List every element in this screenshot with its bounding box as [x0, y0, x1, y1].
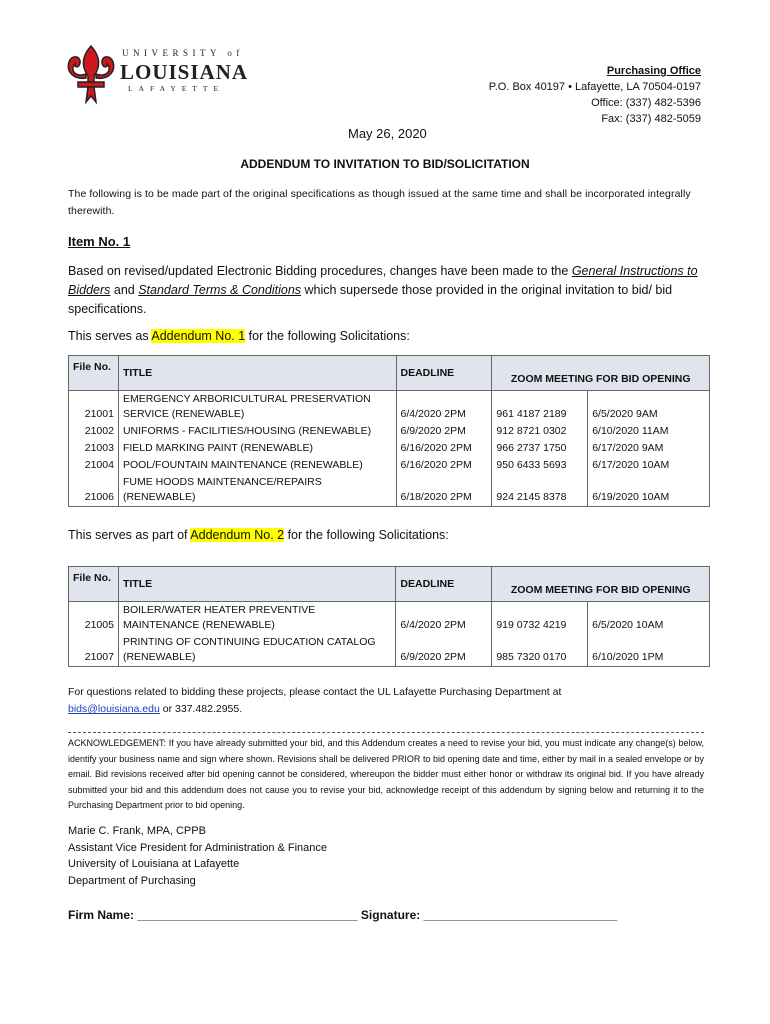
paragraph-text: Based on revised/updated Electronic Bidding procedures, changes have been made to the [68, 264, 572, 278]
header-deadline: DEADLINE [396, 356, 492, 391]
header-title: TITLE [118, 567, 395, 602]
addendum-1-intro [68, 329, 410, 343]
cell-deadline: 6/9/2020 2PM [396, 423, 492, 440]
cell-opening: 6/5/2020 9AM [588, 391, 710, 424]
university-logo [64, 44, 249, 106]
table-row [69, 457, 710, 474]
cell-title: POOL/FOUNTAIN MAINTENANCE (RENEWABLE) [118, 457, 396, 474]
cell-title: FIELD MARKING PAINT (RENEWABLE) [118, 440, 396, 457]
logo-louisiana-text: LOUISIANA [120, 60, 249, 84]
office-address: P.O. Box 40197 • Lafayette, LA 70504-0197 [488, 81, 701, 93]
general-instructions-reference: General Instructions to Bidders [68, 264, 698, 297]
table-row [69, 440, 710, 457]
office-contact-block [489, 63, 701, 127]
paragraph-text: and [110, 283, 139, 297]
item-number: Item No. 1 [68, 234, 131, 249]
cell-meeting-id: 961 4187 2189 [492, 391, 588, 424]
addendum-2-highlight: Addendum No. 2 [190, 528, 285, 542]
cell-title: UNIFORMS - FACILITIES/HOUSING (RENEWABLE) [118, 423, 396, 440]
cell-meeting-id: 966 2737 1750 [492, 440, 588, 457]
fleur-de-lis-icon [64, 44, 118, 106]
cell-deadline: 6/9/2020 2PM [396, 634, 492, 667]
standard-terms-reference: Standard Terms & Conditions [138, 283, 302, 297]
cell-meeting-id: 985 7320 0170 [492, 634, 588, 667]
cell-opening: 6/19/2020 10AM [588, 474, 710, 507]
table-row [69, 474, 710, 507]
table-row [69, 423, 710, 440]
cell-deadline: 6/18/2020 2PM [396, 474, 492, 507]
cell-file-no: 21006 [69, 474, 119, 507]
header-deadline: DEADLINE [396, 567, 492, 602]
signatory-org: University of Louisiana at Lafayette [68, 858, 240, 870]
cell-opening: 6/10/2020 11AM [588, 423, 710, 440]
solicitations-table-1 [68, 355, 710, 507]
cell-title: BOILER/WATER HEATER PREVENTIVE MAINTENANCE (RENEWABLE) [118, 602, 395, 635]
office-phone: Office: (337) 482-5396 [591, 97, 701, 109]
serves-text: This serves as [68, 329, 152, 343]
serves-text: This serves as part of [68, 528, 191, 542]
logo-university-text: UNIVERSITY of [122, 48, 244, 58]
questions-phone: or 337.482.2955. [159, 703, 243, 715]
logo-lafayette-text: LAFAYETTE [128, 84, 225, 93]
cell-file-no: 21001 [69, 391, 119, 424]
office-fax: Fax: (337) 482-5059 [601, 113, 701, 125]
serves-text: for the following Solicitations: [284, 528, 449, 542]
cell-file-no: 21005 [69, 602, 119, 635]
cell-file-no: 21002 [69, 423, 119, 440]
questions-sentence: For questions related to bidding these projects, please contact the UL Lafayette Purchasing Department at [68, 686, 562, 698]
addendum-1-highlight: Addendum No. 1 [151, 329, 246, 343]
table-row [69, 391, 710, 424]
table-row [69, 634, 710, 667]
header-file-no: File No. [69, 567, 119, 602]
solicitations-table-2 [68, 566, 710, 667]
paragraph-text: which supersede those provided in the original invitation to bid/ bid specifications. [68, 283, 673, 316]
header-file-no: File No. [69, 356, 119, 391]
bids-email-link[interactable]: bids@louisiana.edu [68, 703, 160, 715]
cell-opening: 6/10/2020 1PM [588, 634, 710, 667]
acknowledgement-text: ACKNOWLEDGEMENT: If you have already submitted your bid, and this Addendum creates a need to revise your bid, you must indicate any change(s) below, identify your business name and sign where shown. Revisions shall be delivered PRIOR to bid opening date and time, either by mail in a sealed envelope or by email. Bid revisions received after bid opening cannot be considered, whereupon the bidder must either honor or withdraw its original bid. If you have already submitted your bid and this addendum does not cause you to revise your bid, acknowledge receipt of this addendum by signing below and returning it to the Purchasing Department prior to bid opening. [68, 738, 704, 810]
firm-signature-line: Firm Name: _________________________________ Signature: _____________________________ [68, 908, 618, 922]
cell-deadline: 6/16/2020 2PM [396, 440, 492, 457]
cell-title: FUME HOODS MAINTENANCE/REPAIRS (RENEWABLE) [118, 474, 396, 507]
cell-title: PRINTING OF CONTINUING EDUCATION CATALOG (RENEWABLE) [118, 634, 395, 667]
serves-text: for the following Solicitations: [245, 329, 410, 343]
signatory-title: Assistant Vice President for Administration & Finance [68, 841, 328, 854]
cell-meeting-id: 950 6433 5693 [492, 457, 588, 474]
signatory-name: Marie C. Frank, MPA, CPPB [68, 825, 206, 837]
cell-meeting-id: 912 8721 0302 [492, 423, 588, 440]
header-title: TITLE [118, 356, 396, 391]
cell-meeting-id: 919 0732 4219 [492, 602, 588, 635]
document-date: May 26, 2020 [348, 126, 427, 141]
cell-deadline: 6/4/2020 2PM [396, 391, 492, 424]
cell-file-no: 21004 [69, 457, 119, 474]
cell-opening: 6/5/2020 10AM [588, 602, 710, 635]
cell-opening: 6/17/2020 9AM [588, 440, 710, 457]
cell-title: EMERGENCY ARBORICULTURAL PRESERVATION SERVICE (RENEWABLE) [118, 391, 396, 424]
cell-deadline: 6/4/2020 2PM [396, 602, 492, 635]
table-row [69, 602, 710, 635]
cell-file-no: 21003 [69, 440, 119, 457]
header-zoom: ZOOM MEETING FOR BID OPENING [492, 356, 710, 391]
cell-opening: 6/17/2020 10AM [588, 457, 710, 474]
header-zoom: ZOOM MEETING FOR BID OPENING [492, 567, 710, 602]
signatory-dept: Department of Purchasing [68, 874, 196, 887]
cell-file-no: 21007 [69, 634, 119, 667]
procedure-paragraph [68, 262, 708, 319]
office-title: Purchasing Office [606, 65, 701, 77]
document-heading: ADDENDUM TO INVITATION TO BID/SOLICITATION [240, 157, 530, 171]
table-header-row [69, 567, 710, 602]
questions-text [68, 684, 708, 718]
cell-meeting-id: 924 2145 8378 [492, 474, 588, 507]
signatory-block [68, 823, 327, 889]
divider [68, 732, 704, 733]
table-header-row [69, 356, 710, 391]
intro-text: The following is to be made part of the original specifications as though issued at the same time and shall be incorporated integrally therewith. [68, 188, 691, 217]
cell-deadline: 6/16/2020 2PM [396, 457, 492, 474]
addendum-2-intro [68, 528, 449, 542]
